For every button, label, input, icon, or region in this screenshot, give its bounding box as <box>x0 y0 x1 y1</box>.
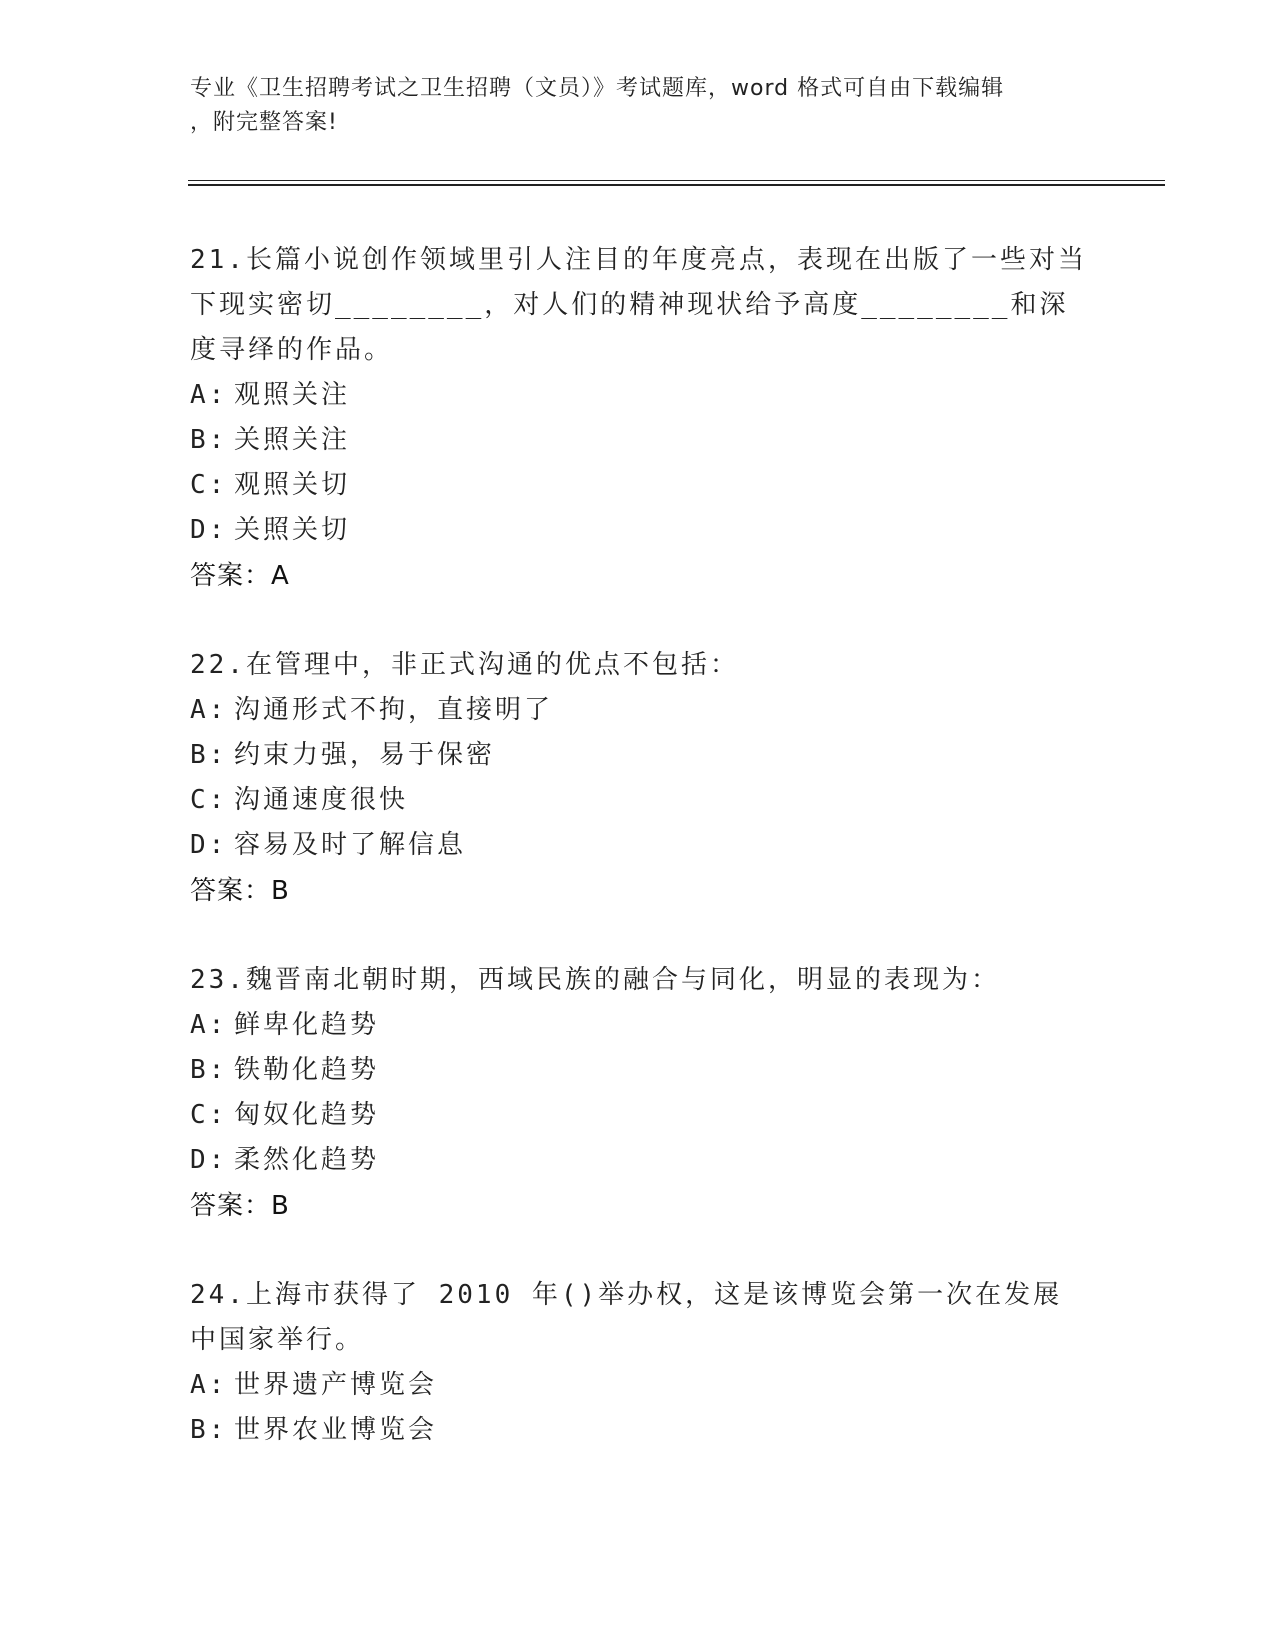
question-stem: 21.长篇小说创作领域里引人注目的年度亮点，表现在出版了一些对当下现实密切________，对人们的精神现状给予高度________和深度寻绎的作品。 <box>190 245 1087 365</box>
option-c <box>190 778 1090 823</box>
question-21 <box>190 238 1090 599</box>
option-text: 铁勒化趋势 <box>234 1055 380 1085</box>
option-b <box>190 733 1090 778</box>
question-24 <box>190 1273 1090 1453</box>
header-line-1: 专业《卫生招聘考试之卫生招聘（文员）》考试题库，word 格式可自由下载编辑 <box>190 76 1005 101</box>
option-key: D: <box>190 830 228 860</box>
question-22 <box>190 643 1090 914</box>
option-key: A: <box>190 695 228 725</box>
option-c <box>190 1093 1090 1138</box>
option-key: A: <box>190 380 228 410</box>
option-key: B: <box>190 1415 228 1445</box>
question-stem: 23.魏晋南北朝时期，西域民族的融合与同化，明显的表现为： <box>190 965 1000 995</box>
option-key: A: <box>190 1370 228 1400</box>
option-d <box>190 1138 1090 1183</box>
option-text: 观照关注 <box>234 380 351 410</box>
document-header <box>190 72 1090 140</box>
option-text: 沟通形式不拘，直接明了 <box>234 695 554 725</box>
option-text: 世界农业博览会 <box>234 1415 438 1445</box>
option-text: 约束力强，易于保密 <box>234 740 496 770</box>
header-divider-top <box>188 180 1165 181</box>
option-key: C: <box>190 785 228 815</box>
answer-line: 答案：A <box>190 561 290 591</box>
option-text: 容易及时了解信息 <box>234 830 467 860</box>
question-stem: 22.在管理中，非正式沟通的优点不包括： <box>190 650 739 680</box>
option-b <box>190 418 1090 463</box>
option-b <box>190 1048 1090 1093</box>
option-text: 匈奴化趋势 <box>234 1100 380 1130</box>
option-key: B: <box>190 425 228 455</box>
question-23 <box>190 958 1090 1229</box>
option-key: D: <box>190 1145 228 1175</box>
option-text: 鲜卑化趋势 <box>234 1010 380 1040</box>
answer-line: 答案：B <box>190 1191 290 1221</box>
header-divider-bottom <box>188 184 1165 186</box>
option-text: 柔然化趋势 <box>234 1145 380 1175</box>
option-text: 关照关注 <box>234 425 351 455</box>
question-stem: 24.上海市获得了 2010 年()举办权，这是该博览会第一次在发展中国家举行。 <box>190 1280 1063 1355</box>
answer-line: 答案：B <box>190 876 290 906</box>
option-key: C: <box>190 470 228 500</box>
option-text: 世界遗产博览会 <box>234 1370 438 1400</box>
option-text: 观照关切 <box>234 470 351 500</box>
option-key: B: <box>190 740 228 770</box>
option-key: D: <box>190 515 228 545</box>
header-line-2: ，附完整答案! <box>190 110 338 135</box>
option-key: B: <box>190 1055 228 1085</box>
option-a <box>190 373 1090 418</box>
option-text: 沟通速度很快 <box>234 785 409 815</box>
option-a <box>190 688 1090 733</box>
option-d <box>190 823 1090 868</box>
option-key: C: <box>190 1100 228 1130</box>
option-b <box>190 1408 1090 1453</box>
question-list <box>190 238 1090 1497</box>
option-c <box>190 463 1090 508</box>
option-key: A: <box>190 1010 228 1040</box>
option-d <box>190 508 1090 553</box>
option-a <box>190 1003 1090 1048</box>
option-text: 关照关切 <box>234 515 351 545</box>
option-a <box>190 1363 1090 1408</box>
